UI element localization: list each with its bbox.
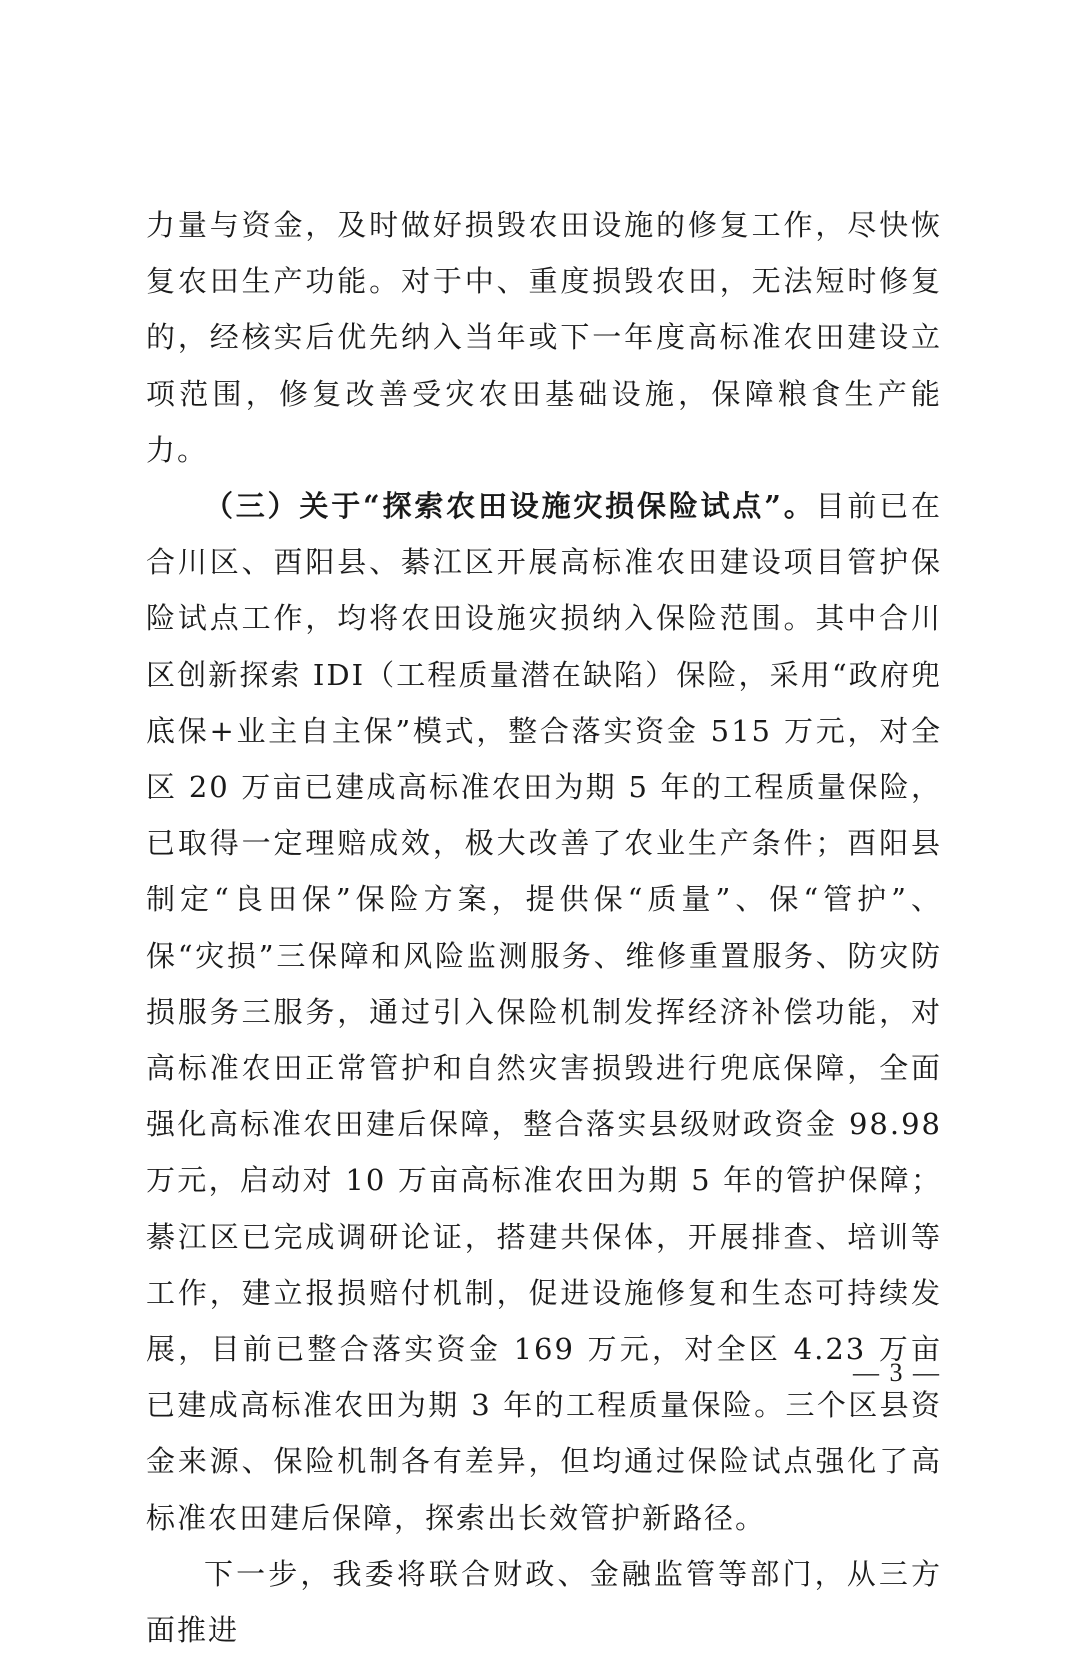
section-heading: （三）关于“探索农田设施灾损保险试点”。 xyxy=(204,489,816,524)
paragraph-continuation xyxy=(146,197,942,478)
paragraph-insurance-pilot xyxy=(146,478,942,1546)
page-number: — 3 — xyxy=(853,1358,941,1387)
paragraph-text: 下一步，我委将联合财政、金融监管等部门，从三方面推进 xyxy=(146,1556,942,1648)
document-body xyxy=(146,197,942,1658)
paragraph-text: 目前已在合川区、酉阳县、綦江区开展高标准农田建设项目管护保险试点工作，均将农田设施灾损纳入保险范围。其中合川区创新探索 IDI（工程质量潜在缺陷）保险，采用“政府兜底保+业主自主保”模式，整合落实资金 515 万元，对全区 20 万亩已建成高标准农田为期 5 年的工程质量保险，已取得一定理赔成效，极大改善了农业生产条件；酉阳县制定“良田保”保险方案，提供保“质量”、保“管护”、保“灾损”三保障和风险监测服务、维修重置服务、防灾防损服务三服务，通过引入保险机制发挥经济补偿功能，对高标准农田正常管护和自然灾害损毁进行兜底保障，全面强化高标准农田建后保障，整合落实县级财政资金 98.98 万元，启动对 10 万亩高标准农田为期 5 年的管护保障；綦江区已完成调研论证，搭建共保体，开展排查、培训等工作，建立报损赔付机制，促进设施修复和生态可持续发展，目前已整合落实资金 169 万元，对全区 4.23 万亩已建成高标准农田为期 3 年的工程质量保险。三个区县资金来源、保险机制各有差异，但均通过保险试点强化了高标准农田建后保障，探索出长效管护新路径。 xyxy=(146,489,942,1535)
paragraph-next-step xyxy=(146,1546,942,1658)
paragraph-text: 力量与资金，及时做好损毁农田设施的修复工作，尽快恢复农田生产功能。对于中、重度损毁农田，无法短时修复的，经核实后优先纳入当年或下一年度高标准农田建设立项范围，修复改善受灾农田基础设施，保障粮食生产能力。 xyxy=(146,208,942,467)
